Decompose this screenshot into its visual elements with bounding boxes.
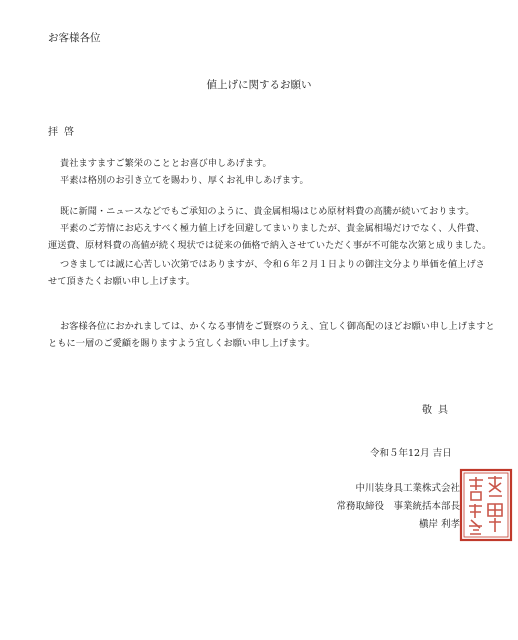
sender-position: 常務取締役 事業統括本部長 bbox=[336, 501, 460, 512]
body-line: つきましては誠に心苦しい次第ではありますが、令和６年２月１日よりの御注文分より単価を値上げさ bbox=[60, 259, 485, 270]
letter-title: 値上げに関するお願い bbox=[206, 79, 312, 91]
body-line: ともに一層のご愛顧を賜りますよう宜しくお願い申し上げます。 bbox=[48, 338, 316, 349]
body-line: お客様各位におかれましては、かくなる事情をご賢察のうえ、宜しく御高配のほどお願い申し上げますと bbox=[60, 321, 495, 332]
sender-name: 槇岸 利孝 bbox=[418, 519, 460, 530]
body-line: 運送費、原材料費の高値が続く現状では従来の価格で納入させていただく事が不可能な次第と成りました。 bbox=[48, 240, 492, 251]
addressee: お客様各位 bbox=[48, 32, 101, 44]
letter-date: 令和５年12月 吉日 bbox=[370, 448, 452, 459]
body-line: 平素は格別のお引き立てを賜わり、厚くお礼申しあげます。 bbox=[60, 175, 309, 186]
body-line: せて頂きたくお願い申し上げます。 bbox=[48, 276, 196, 287]
body-line: 既に新聞・ニュースなどでもご承知のように、貴金属相場はじめ原材料費の高騰が続いております。 bbox=[60, 206, 475, 217]
opening-salutation: 拝啓 bbox=[48, 127, 80, 138]
closing-salutation: 敬具 bbox=[422, 405, 454, 416]
company-name: 中川装身具工業株式会社 bbox=[355, 483, 460, 494]
company-seal-stamp bbox=[459, 468, 513, 542]
body-line: 平素のご芳情にお応えすべく極力値上げを回避してまいりましたが、貴金属相場だけでなく、人件費、 bbox=[60, 223, 485, 234]
body-line: 貴社ますますご繁栄のこととお喜び申しあげます。 bbox=[60, 158, 272, 169]
